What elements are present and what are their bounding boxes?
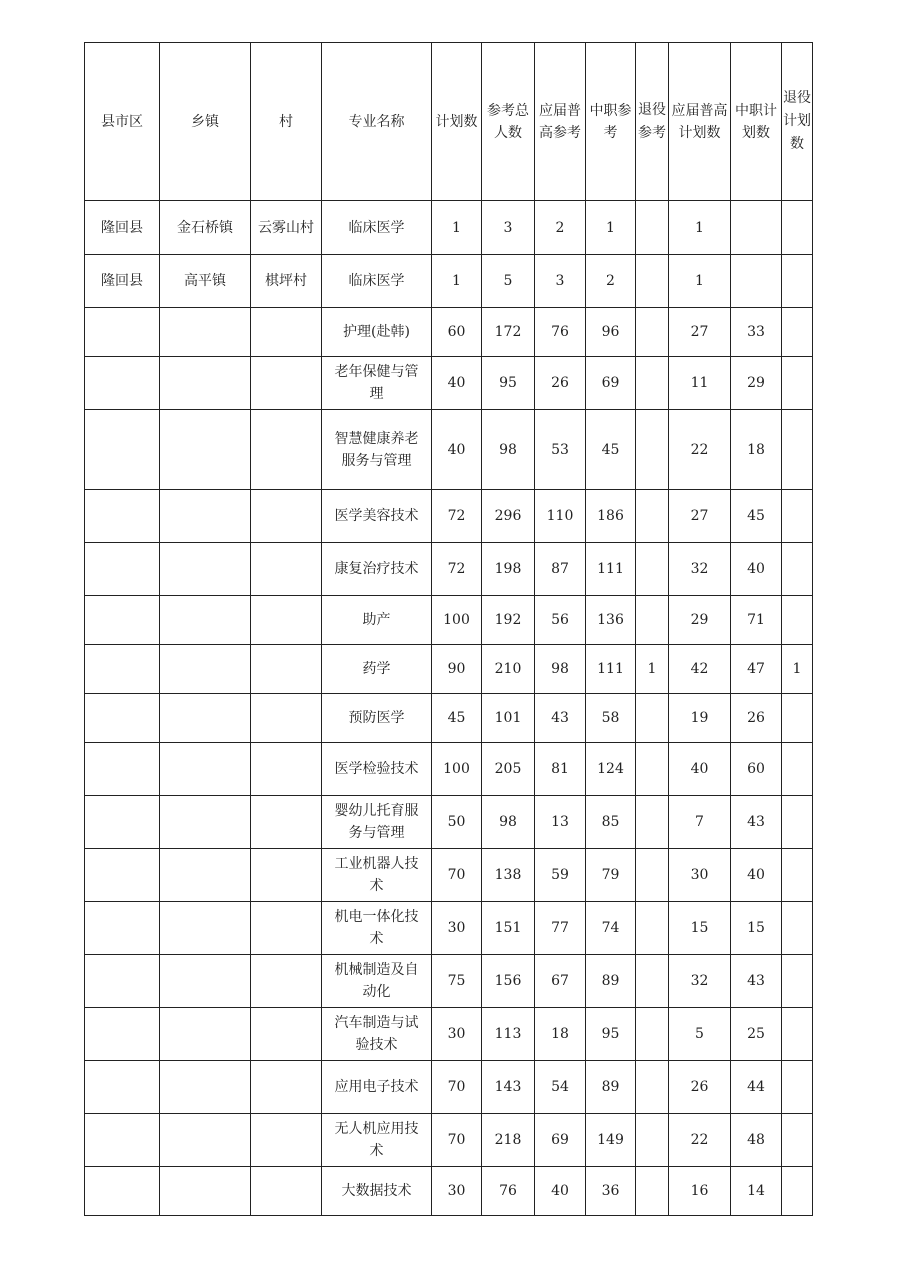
cell-plan: 40 <box>432 357 482 410</box>
cell-vocational-applicants: 79 <box>586 849 636 902</box>
cell-vocational-plan: 33 <box>731 308 782 357</box>
cell-county <box>85 357 160 410</box>
cell-village <box>251 1114 322 1167</box>
cell-major: 预防医学 <box>322 694 432 743</box>
cell-highschool-plan: 27 <box>669 308 731 357</box>
cell-vocational-plan: 25 <box>731 1008 782 1061</box>
cell-veteran-applicants <box>636 1167 669 1216</box>
cell-plan: 50 <box>432 796 482 849</box>
cell-highschool-plan: 19 <box>669 694 731 743</box>
cell-highschool-plan: 30 <box>669 849 731 902</box>
cell-town <box>160 1061 251 1114</box>
cell-veteran-plan <box>782 308 813 357</box>
cell-plan: 1 <box>432 255 482 308</box>
cell-town <box>160 1167 251 1216</box>
cell-vocational-applicants: 85 <box>586 796 636 849</box>
cell-vocational-plan: 15 <box>731 902 782 955</box>
cell-vocational-plan: 47 <box>731 645 782 694</box>
cell-plan: 60 <box>432 308 482 357</box>
cell-total-applicants: 210 <box>482 645 535 694</box>
cell-veteran-plan <box>782 255 813 308</box>
cell-village <box>251 490 322 543</box>
table-row <box>85 743 813 796</box>
cell-town <box>160 543 251 596</box>
cell-plan: 100 <box>432 743 482 796</box>
cell-village <box>251 596 322 645</box>
header-county: 县市区 <box>85 43 160 201</box>
cell-plan: 30 <box>432 902 482 955</box>
cell-major: 汽车制造与试验技术 <box>322 1008 432 1061</box>
cell-highschool-applicants: 56 <box>535 596 586 645</box>
cell-town <box>160 694 251 743</box>
cell-highschool-plan: 40 <box>669 743 731 796</box>
cell-highschool-applicants: 59 <box>535 849 586 902</box>
table-row <box>85 955 813 1008</box>
cell-vocational-plan: 29 <box>731 357 782 410</box>
cell-village <box>251 308 322 357</box>
cell-total-applicants: 113 <box>482 1008 535 1061</box>
cell-county <box>85 596 160 645</box>
cell-highschool-applicants: 18 <box>535 1008 586 1061</box>
cell-highschool-applicants: 2 <box>535 201 586 255</box>
cell-county <box>85 849 160 902</box>
cell-major: 机械制造及自动化 <box>322 955 432 1008</box>
cell-vocational-plan: 18 <box>731 410 782 490</box>
cell-major: 医学检验技术 <box>322 743 432 796</box>
cell-highschool-plan: 32 <box>669 543 731 596</box>
cell-vocational-applicants: 136 <box>586 596 636 645</box>
cell-vocational-applicants: 69 <box>586 357 636 410</box>
cell-county <box>85 694 160 743</box>
cell-plan: 70 <box>432 1061 482 1114</box>
cell-highschool-applicants: 69 <box>535 1114 586 1167</box>
cell-highschool-plan: 22 <box>669 410 731 490</box>
cell-veteran-plan <box>782 1114 813 1167</box>
cell-veteran-plan <box>782 543 813 596</box>
cell-veteran-applicants <box>636 357 669 410</box>
table-row <box>85 796 813 849</box>
cell-major: 应用电子技术 <box>322 1061 432 1114</box>
cell-highschool-plan: 11 <box>669 357 731 410</box>
cell-plan: 70 <box>432 849 482 902</box>
cell-village: 棋坪村 <box>251 255 322 308</box>
cell-veteran-plan <box>782 357 813 410</box>
cell-veteran-plan <box>782 796 813 849</box>
cell-village <box>251 410 322 490</box>
cell-vocational-applicants: 124 <box>586 743 636 796</box>
cell-county <box>85 543 160 596</box>
cell-vocational-applicants: 89 <box>586 955 636 1008</box>
cell-major: 无人机应用技术 <box>322 1114 432 1167</box>
cell-vocational-applicants: 36 <box>586 1167 636 1216</box>
cell-town <box>160 410 251 490</box>
cell-highschool-plan: 27 <box>669 490 731 543</box>
header-plan: 计划数 <box>432 43 482 201</box>
cell-veteran-plan <box>782 1167 813 1216</box>
cell-county <box>85 645 160 694</box>
cell-veteran-applicants <box>636 694 669 743</box>
cell-major: 临床医学 <box>322 201 432 255</box>
cell-veteran-applicants <box>636 410 669 490</box>
cell-vocational-plan: 43 <box>731 955 782 1008</box>
cell-village <box>251 796 322 849</box>
cell-village <box>251 743 322 796</box>
cell-total-applicants: 5 <box>482 255 535 308</box>
cell-vocational-applicants: 149 <box>586 1114 636 1167</box>
cell-veteran-plan <box>782 596 813 645</box>
cell-vocational-applicants: 2 <box>586 255 636 308</box>
cell-total-applicants: 98 <box>482 796 535 849</box>
cell-county <box>85 955 160 1008</box>
cell-veteran-plan <box>782 490 813 543</box>
cell-county <box>85 902 160 955</box>
cell-town: 金石桥镇 <box>160 201 251 255</box>
cell-plan: 90 <box>432 645 482 694</box>
table-row <box>85 694 813 743</box>
cell-veteran-applicants <box>636 1061 669 1114</box>
cell-highschool-plan: 29 <box>669 596 731 645</box>
cell-highschool-applicants: 26 <box>535 357 586 410</box>
cell-veteran-applicants <box>636 1008 669 1061</box>
cell-vocational-applicants: 186 <box>586 490 636 543</box>
table-row <box>85 902 813 955</box>
cell-county <box>85 796 160 849</box>
cell-major: 护理(赴韩) <box>322 308 432 357</box>
cell-vocational-plan: 48 <box>731 1114 782 1167</box>
cell-vocational-plan: 71 <box>731 596 782 645</box>
cell-village <box>251 645 322 694</box>
cell-town <box>160 849 251 902</box>
cell-plan: 100 <box>432 596 482 645</box>
cell-veteran-applicants <box>636 743 669 796</box>
header-highschool-plan: 应届普高计划数 <box>669 43 731 201</box>
cell-vocational-plan: 40 <box>731 543 782 596</box>
cell-vocational-plan <box>731 201 782 255</box>
cell-major: 婴幼儿托育服务与管理 <box>322 796 432 849</box>
cell-highschool-plan: 5 <box>669 1008 731 1061</box>
cell-village <box>251 849 322 902</box>
table-row <box>85 596 813 645</box>
header-veteran-plan: 退役计划数 <box>782 43 813 201</box>
cell-major: 药学 <box>322 645 432 694</box>
cell-vocational-applicants: 111 <box>586 543 636 596</box>
cell-veteran-applicants <box>636 902 669 955</box>
table-row <box>85 490 813 543</box>
cell-highschool-plan: 7 <box>669 796 731 849</box>
cell-highschool-applicants: 53 <box>535 410 586 490</box>
cell-total-applicants: 138 <box>482 849 535 902</box>
cell-plan: 70 <box>432 1114 482 1167</box>
cell-vocational-applicants: 95 <box>586 1008 636 1061</box>
cell-total-applicants: 172 <box>482 308 535 357</box>
table-row <box>85 410 813 490</box>
cell-total-applicants: 205 <box>482 743 535 796</box>
header-highschool-applicants: 应届普高参考 <box>535 43 586 201</box>
cell-veteran-plan <box>782 743 813 796</box>
cell-town <box>160 308 251 357</box>
cell-highschool-plan: 26 <box>669 1061 731 1114</box>
cell-veteran-applicants <box>636 255 669 308</box>
cell-total-applicants: 3 <box>482 201 535 255</box>
cell-vocational-applicants: 89 <box>586 1061 636 1114</box>
cell-veteran-plan <box>782 955 813 1008</box>
cell-village <box>251 1167 322 1216</box>
header-major: 专业名称 <box>322 43 432 201</box>
cell-highschool-plan: 16 <box>669 1167 731 1216</box>
cell-village <box>251 1008 322 1061</box>
cell-veteran-applicants <box>636 596 669 645</box>
cell-plan: 30 <box>432 1008 482 1061</box>
cell-vocational-plan: 44 <box>731 1061 782 1114</box>
cell-veteran-applicants <box>636 201 669 255</box>
enrollment-plan-table <box>84 42 813 1216</box>
cell-county: 隆回县 <box>85 255 160 308</box>
cell-total-applicants: 151 <box>482 902 535 955</box>
cell-veteran-plan <box>782 1061 813 1114</box>
cell-town <box>160 1114 251 1167</box>
cell-village <box>251 1061 322 1114</box>
cell-vocational-plan <box>731 255 782 308</box>
cell-vocational-applicants: 45 <box>586 410 636 490</box>
cell-veteran-applicants <box>636 849 669 902</box>
cell-major: 大数据技术 <box>322 1167 432 1216</box>
cell-highschool-applicants: 98 <box>535 645 586 694</box>
cell-highschool-plan: 22 <box>669 1114 731 1167</box>
table-row <box>85 645 813 694</box>
cell-major: 智慧健康养老服务与管理 <box>322 410 432 490</box>
cell-major: 临床医学 <box>322 255 432 308</box>
cell-total-applicants: 76 <box>482 1167 535 1216</box>
cell-town <box>160 1008 251 1061</box>
cell-highschool-applicants: 77 <box>535 902 586 955</box>
cell-vocational-applicants: 96 <box>586 308 636 357</box>
cell-plan: 30 <box>432 1167 482 1216</box>
cell-vocational-applicants: 1 <box>586 201 636 255</box>
cell-highschool-plan: 1 <box>669 255 731 308</box>
cell-village <box>251 955 322 1008</box>
cell-vocational-plan: 14 <box>731 1167 782 1216</box>
cell-vocational-plan: 60 <box>731 743 782 796</box>
cell-total-applicants: 198 <box>482 543 535 596</box>
cell-plan: 75 <box>432 955 482 1008</box>
cell-veteran-applicants <box>636 955 669 1008</box>
cell-highschool-plan: 42 <box>669 645 731 694</box>
table-row <box>85 849 813 902</box>
cell-county <box>85 1114 160 1167</box>
cell-highschool-applicants: 87 <box>535 543 586 596</box>
cell-total-applicants: 143 <box>482 1061 535 1114</box>
cell-vocational-plan: 43 <box>731 796 782 849</box>
cell-veteran-applicants <box>636 1114 669 1167</box>
cell-county <box>85 410 160 490</box>
cell-highschool-applicants: 81 <box>535 743 586 796</box>
cell-total-applicants: 192 <box>482 596 535 645</box>
cell-highschool-applicants: 3 <box>535 255 586 308</box>
table-body <box>85 201 813 1216</box>
cell-highschool-plan: 32 <box>669 955 731 1008</box>
cell-total-applicants: 101 <box>482 694 535 743</box>
cell-vocational-applicants: 74 <box>586 902 636 955</box>
cell-town <box>160 357 251 410</box>
cell-major: 机电一体化技术 <box>322 902 432 955</box>
cell-county: 隆回县 <box>85 201 160 255</box>
cell-veteran-applicants <box>636 796 669 849</box>
cell-plan: 72 <box>432 543 482 596</box>
cell-vocational-applicants: 58 <box>586 694 636 743</box>
cell-highschool-plan: 15 <box>669 902 731 955</box>
cell-town <box>160 645 251 694</box>
cell-village <box>251 357 322 410</box>
table-row <box>85 357 813 410</box>
cell-village <box>251 694 322 743</box>
cell-town <box>160 596 251 645</box>
cell-veteran-plan <box>782 201 813 255</box>
cell-county <box>85 490 160 543</box>
cell-plan: 1 <box>432 201 482 255</box>
cell-veteran-plan <box>782 694 813 743</box>
cell-vocational-plan: 40 <box>731 849 782 902</box>
header-vocational-plan: 中职计划数 <box>731 43 782 201</box>
header-village: 村 <box>251 43 322 201</box>
table-row <box>85 1114 813 1167</box>
cell-highschool-applicants: 54 <box>535 1061 586 1114</box>
cell-total-applicants: 218 <box>482 1114 535 1167</box>
cell-town: 高平镇 <box>160 255 251 308</box>
cell-vocational-plan: 45 <box>731 490 782 543</box>
table-row <box>85 543 813 596</box>
cell-county <box>85 1008 160 1061</box>
cell-highschool-applicants: 76 <box>535 308 586 357</box>
table-row <box>85 201 813 255</box>
table-row <box>85 1167 813 1216</box>
cell-plan: 40 <box>432 410 482 490</box>
cell-veteran-plan <box>782 1008 813 1061</box>
table-row <box>85 308 813 357</box>
cell-highschool-applicants: 110 <box>535 490 586 543</box>
header-veteran-applicants: 退役参考 <box>636 43 669 201</box>
cell-major: 康复治疗技术 <box>322 543 432 596</box>
cell-village: 云雾山村 <box>251 201 322 255</box>
cell-major: 工业机器人技术 <box>322 849 432 902</box>
table-row <box>85 1061 813 1114</box>
cell-veteran-applicants <box>636 490 669 543</box>
cell-plan: 72 <box>432 490 482 543</box>
cell-highschool-applicants: 40 <box>535 1167 586 1216</box>
table-row <box>85 1008 813 1061</box>
cell-highschool-applicants: 13 <box>535 796 586 849</box>
cell-vocational-applicants: 111 <box>586 645 636 694</box>
cell-veteran-plan: 1 <box>782 645 813 694</box>
header-vocational-applicants: 中职参考 <box>586 43 636 201</box>
header-town: 乡镇 <box>160 43 251 201</box>
cell-major: 助产 <box>322 596 432 645</box>
cell-major: 医学美容技术 <box>322 490 432 543</box>
cell-town <box>160 743 251 796</box>
cell-total-applicants: 296 <box>482 490 535 543</box>
cell-highschool-plan: 1 <box>669 201 731 255</box>
cell-total-applicants: 156 <box>482 955 535 1008</box>
cell-veteran-applicants <box>636 308 669 357</box>
cell-veteran-applicants: 1 <box>636 645 669 694</box>
header-total-applicants: 参考总人数 <box>482 43 535 201</box>
cell-county <box>85 1061 160 1114</box>
cell-highschool-applicants: 67 <box>535 955 586 1008</box>
cell-total-applicants: 95 <box>482 357 535 410</box>
cell-total-applicants: 98 <box>482 410 535 490</box>
cell-vocational-plan: 26 <box>731 694 782 743</box>
cell-plan: 45 <box>432 694 482 743</box>
cell-veteran-plan <box>782 849 813 902</box>
cell-village <box>251 902 322 955</box>
cell-county <box>85 1167 160 1216</box>
header-row <box>85 43 813 201</box>
cell-county <box>85 308 160 357</box>
cell-veteran-plan <box>782 410 813 490</box>
cell-major: 老年保健与管理 <box>322 357 432 410</box>
cell-veteran-applicants <box>636 543 669 596</box>
cell-village <box>251 543 322 596</box>
cell-veteran-plan <box>782 902 813 955</box>
cell-county <box>85 743 160 796</box>
cell-town <box>160 796 251 849</box>
table-row <box>85 255 813 308</box>
cell-town <box>160 902 251 955</box>
cell-town <box>160 490 251 543</box>
cell-town <box>160 955 251 1008</box>
cell-highschool-applicants: 43 <box>535 694 586 743</box>
